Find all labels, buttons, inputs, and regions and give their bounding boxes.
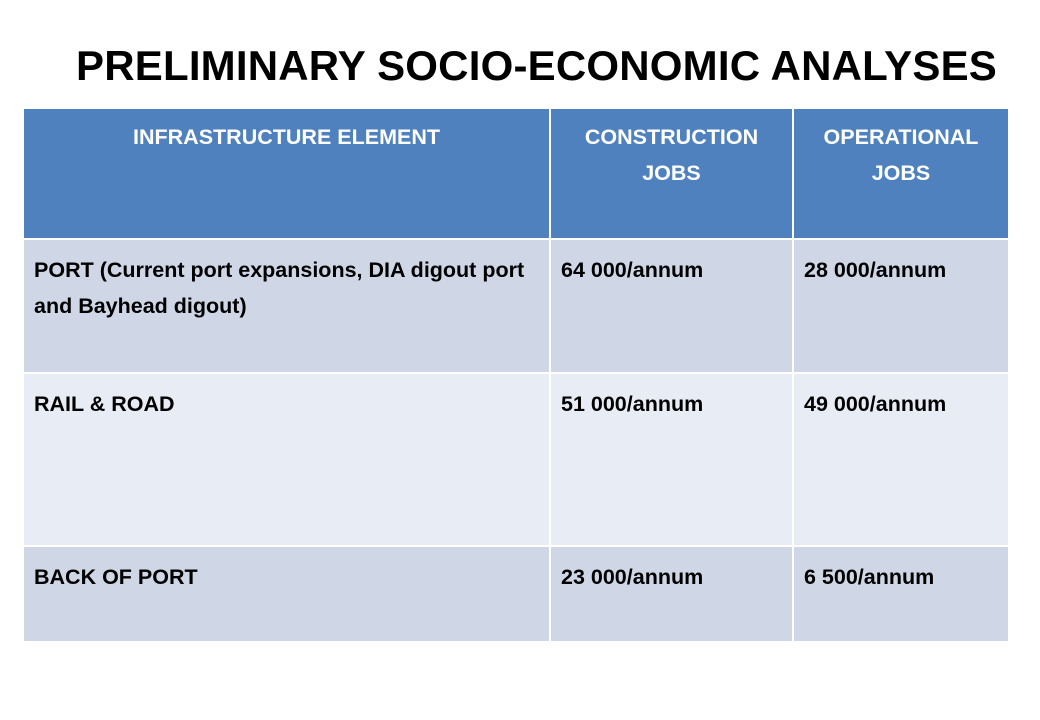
cell-element: BACK OF PORT <box>23 546 550 642</box>
slide-title: PRELIMINARY SOCIO-ECONOMIC ANALYSES <box>76 42 997 89</box>
header-construction-jobs: CONSTRUCTION JOBS <box>550 108 793 239</box>
cell-operational: 6 500/annum <box>793 546 1009 642</box>
cell-operational: 28 000/annum <box>793 239 1009 373</box>
cell-construction: 51 000/annum <box>550 373 793 546</box>
cell-construction: 23 000/annum <box>550 546 793 642</box>
cell-element: RAIL & ROAD <box>23 373 550 546</box>
cell-element: PORT (Current port expansions, DIA digout port and Bayhead digout) <box>23 239 550 373</box>
header-infrastructure-element: INFRASTRUCTURE ELEMENT <box>23 108 550 239</box>
table-row <box>23 373 1009 546</box>
cell-operational: 49 000/annum <box>793 373 1009 546</box>
jobs-table <box>22 107 1010 643</box>
header-operational-jobs: OPERATIONAL JOBS <box>793 108 1009 239</box>
table-row <box>23 546 1009 642</box>
cell-construction: 64 000/annum <box>550 239 793 373</box>
table-header-row <box>23 108 1009 239</box>
table-row <box>23 239 1009 373</box>
